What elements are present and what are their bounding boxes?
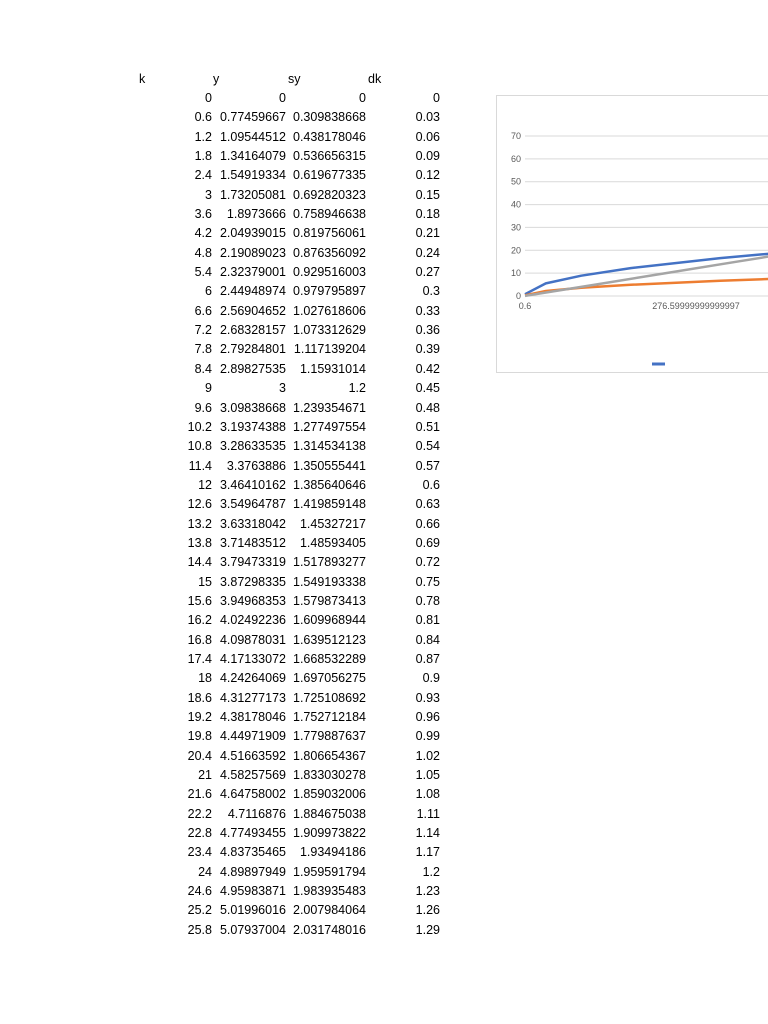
cell-dk[interactable]: 0.36 (415, 323, 440, 338)
table-row (0, 805, 460, 824)
table-row (0, 457, 460, 476)
table-row (0, 282, 460, 301)
cell-y[interactable]: 4.44971909 (219, 729, 286, 744)
header-dk[interactable]: dk (368, 72, 382, 86)
y-tick-label: 0 (515, 291, 521, 301)
table-row (0, 553, 460, 572)
cell-y[interactable]: 0.77459667 (219, 110, 286, 125)
cell-sy[interactable]: 0.309838668 (293, 110, 366, 125)
cell-k[interactable]: 2.4 (194, 168, 212, 183)
cell-sy[interactable]: 1.639512123 (293, 632, 366, 647)
cell-y[interactable]: 4.89897949 (219, 864, 286, 879)
cell-sy[interactable]: 1.385640646 (293, 477, 366, 492)
x-tick-label: 0.6 (518, 301, 532, 311)
cell-k[interactable]: 10.8 (187, 439, 212, 454)
cell-k[interactable]: 9.6 (194, 400, 212, 415)
table-row (0, 89, 460, 108)
cell-dk[interactable]: 0.27 (415, 265, 440, 280)
cell-sy[interactable]: 0.758946638 (293, 207, 366, 222)
table-row (0, 147, 460, 166)
cell-y[interactable]: 2.44948974 (219, 284, 286, 299)
table-row (0, 669, 460, 688)
cell-y[interactable]: 1.8973666 (226, 207, 286, 222)
cell-k[interactable]: 17.4 (187, 651, 212, 666)
cell-sy[interactable]: 1.2 (348, 381, 366, 396)
cell-dk[interactable]: 0.3 (422, 284, 440, 299)
table-row (0, 534, 460, 553)
cell-y[interactable]: 2.56904652 (219, 303, 286, 318)
table-row (0, 437, 460, 456)
cell-k[interactable]: 11.4 (188, 458, 212, 473)
cell-y[interactable]: 1.73205081 (219, 187, 286, 202)
cell-dk[interactable]: 1.29 (415, 922, 440, 937)
series-line-1 (525, 245, 768, 294)
cell-dk[interactable]: 0.24 (415, 245, 440, 260)
cell-sy[interactable]: 1.48593405 (299, 535, 366, 550)
cell-y[interactable]: 4.17133072 (219, 651, 286, 666)
table-row (0, 360, 460, 379)
cell-k[interactable]: 12.6 (187, 497, 212, 512)
table-row (0, 302, 460, 321)
table-row (0, 631, 460, 650)
cell-dk[interactable]: 0 (433, 91, 440, 105)
cell-k[interactable]: 4.2 (194, 226, 212, 241)
y-tick-label: 70 (510, 131, 521, 141)
cell-dk[interactable]: 0.54 (415, 439, 440, 454)
cell-sy[interactable]: 1.117139204 (293, 342, 366, 357)
cell-k[interactable]: 18.6 (187, 690, 212, 705)
cell-dk[interactable]: 0.87 (415, 651, 440, 666)
cell-sy[interactable]: 1.859032006 (293, 787, 366, 802)
cell-k[interactable]: 13.8 (187, 535, 212, 550)
table-row (0, 863, 460, 882)
cell-dk[interactable]: 0.6 (422, 477, 440, 492)
cell-k[interactable]: 12 (198, 477, 212, 492)
cell-dk[interactable]: 0.93 (415, 690, 440, 705)
cell-sy[interactable]: 1.779887637 (293, 729, 366, 744)
cell-dk[interactable]: 0.48 (415, 400, 440, 415)
table-row (0, 244, 460, 263)
cell-k[interactable]: 6 (205, 284, 212, 299)
table-row (0, 785, 460, 804)
cell-k[interactable]: 9 (205, 381, 212, 396)
cell-sy[interactable]: 1.579873413 (293, 593, 366, 608)
cell-dk[interactable]: 1.02 (415, 748, 440, 763)
cell-y[interactable]: 4.02492236 (219, 613, 286, 628)
cell-sy[interactable]: 1.93494186 (299, 845, 366, 860)
cell-y[interactable]: 3.54964787 (219, 497, 286, 512)
cell-dk[interactable]: 0.69 (415, 535, 440, 550)
cell-dk[interactable]: 1.05 (415, 768, 440, 783)
cell-k[interactable]: 22.2 (187, 806, 212, 821)
cell-k[interactable]: 21.6 (187, 787, 212, 802)
cell-y[interactable]: 3.19374388 (219, 419, 286, 434)
cell-dk[interactable]: 0.57 (415, 458, 440, 473)
cell-y[interactable]: 2.32379001 (219, 265, 286, 280)
cell-y[interactable]: 3.28633535 (219, 439, 286, 454)
cell-k[interactable]: 7.8 (194, 342, 212, 357)
cell-y[interactable]: 2.68328157 (219, 323, 286, 338)
table-row (0, 689, 460, 708)
y-tick-label: 30 (510, 222, 521, 233)
table-row (0, 128, 460, 147)
cell-k[interactable]: 24 (198, 864, 212, 879)
table-row (0, 495, 460, 514)
y-tick-label: 20 (510, 245, 521, 256)
table-row (0, 418, 460, 437)
cell-dk[interactable]: 0.18 (415, 207, 440, 222)
cell-dk[interactable]: 0.96 (415, 710, 440, 724)
cell-y[interactable]: 4.7116876 (227, 806, 286, 821)
cell-sy[interactable]: 1.609968944 (293, 613, 366, 628)
cell-dk[interactable]: 0.63 (415, 497, 440, 512)
cell-k[interactable]: 1.2 (194, 129, 212, 144)
cell-k[interactable]: 21 (198, 768, 212, 783)
cell-k[interactable]: 25.8 (187, 922, 212, 937)
cell-y[interactable]: 2.04939015 (219, 226, 286, 241)
cell-sy[interactable]: 1.073312629 (293, 323, 366, 338)
cell-sy[interactable]: 1.959591794 (293, 864, 366, 879)
cell-dk[interactable]: 1.14 (415, 826, 440, 841)
table-row (0, 108, 460, 127)
cell-y[interactable]: 4.24264069 (219, 671, 286, 686)
y-tick-label: 50 (510, 176, 521, 187)
cell-dk[interactable]: 0.12 (415, 168, 440, 183)
table-row (0, 747, 460, 766)
cell-y[interactable]: 5.07937004 (219, 922, 286, 937)
cell-sy[interactable]: 0.819756061 (293, 226, 366, 241)
cell-dk[interactable]: 0.99 (415, 729, 440, 744)
cell-dk[interactable]: 0.45 (415, 381, 440, 396)
cell-y[interactable]: 4.51663592 (219, 748, 286, 763)
table-row (0, 186, 460, 205)
cell-sy[interactable]: 2.007984064 (293, 903, 366, 918)
header-sy[interactable]: sy (288, 72, 301, 86)
cell-k[interactable]: 0.6 (194, 110, 212, 125)
cell-k[interactable]: 15 (198, 574, 212, 589)
table-row (0, 379, 460, 398)
cell-y[interactable]: 4.77493455 (219, 826, 286, 841)
cell-k[interactable]: 19.8 (187, 729, 212, 744)
cell-y[interactable]: 4.83735465 (219, 845, 286, 860)
table-row (0, 650, 460, 669)
cell-k[interactable]: 14.4 (187, 555, 212, 570)
cell-k[interactable]: 6.6 (194, 303, 212, 318)
cell-dk[interactable]: 0.15 (415, 187, 440, 202)
cell-sy[interactable]: 1.752712184 (293, 710, 366, 724)
cell-sy[interactable]: 1.517893277 (293, 555, 366, 570)
cell-sy[interactable]: 1.027618606 (293, 303, 366, 318)
cell-dk[interactable]: 0.06 (415, 129, 440, 144)
cell-dk[interactable]: 0.33 (415, 303, 440, 318)
cell-y[interactable]: 4.31277173 (219, 690, 286, 705)
cell-k[interactable]: 13.2 (187, 516, 212, 531)
cell-k[interactable]: 3 (205, 187, 212, 202)
cell-k[interactable]: 19.2 (187, 710, 212, 724)
table-row (0, 592, 460, 611)
cell-sy[interactable]: 0.692820323 (293, 187, 366, 202)
cell-y[interactable]: 3.63318042 (219, 516, 286, 531)
cell-y[interactable]: 5.01996016 (219, 903, 286, 918)
cell-k[interactable]: 25.2 (187, 903, 212, 918)
table-row (0, 708, 460, 727)
header-k[interactable]: k (139, 72, 146, 86)
table-row (0, 824, 460, 843)
table-row (0, 340, 460, 359)
table-row (0, 727, 460, 746)
cell-sy[interactable]: 2.031748016 (293, 922, 366, 937)
cell-sy[interactable]: 1.983935483 (293, 884, 366, 899)
table-row (0, 515, 460, 534)
cell-y[interactable]: 3.71483512 (219, 535, 286, 550)
cell-sy[interactable]: 1.15931014 (299, 361, 366, 376)
cell-k[interactable]: 24.6 (187, 884, 212, 899)
cell-dk[interactable]: 1.08 (415, 787, 440, 802)
cell-k[interactable]: 4.8 (194, 245, 212, 260)
cell-sy[interactable]: 0.876356092 (293, 245, 366, 260)
cell-k[interactable]: 1.8 (194, 149, 212, 164)
data-table (0, 89, 460, 940)
cell-k[interactable]: 15.6 (187, 593, 212, 608)
cell-y[interactable]: 3.87298335 (219, 574, 286, 589)
cell-k[interactable]: 0 (205, 91, 212, 105)
cell-k[interactable]: 22.8 (187, 826, 212, 841)
cell-y[interactable]: 3.79473319 (219, 555, 286, 570)
cell-k[interactable]: 16.8 (187, 632, 212, 647)
x-tick-label: 276.59999999999997 (652, 301, 740, 311)
y-tick-label: 10 (510, 268, 521, 279)
cell-k[interactable]: 23.4 (187, 845, 212, 860)
table-row (0, 224, 460, 243)
cell-sy[interactable]: 0.438178046 (293, 129, 366, 144)
y-tick-label: 60 (510, 153, 521, 164)
table-row (0, 843, 460, 862)
cell-k[interactable]: 16.2 (187, 613, 212, 628)
cell-dk[interactable]: 0.21 (415, 226, 440, 241)
y-tick-label: 40 (510, 199, 521, 210)
table-row (0, 921, 460, 940)
cell-sy[interactable]: 1.45327217 (299, 516, 366, 531)
cell-y[interactable]: 2.79284801 (219, 342, 286, 357)
cell-y[interactable]: 2.89827535 (219, 361, 286, 376)
table-row (0, 205, 460, 224)
cell-y[interactable]: 3.09838668 (219, 400, 286, 415)
series-line-2 (525, 276, 768, 296)
cell-y[interactable]: 4.64758002 (219, 787, 286, 802)
cell-y[interactable]: 4.38178046 (219, 710, 286, 724)
table-row (0, 476, 460, 495)
cell-y[interactable]: 3 (279, 381, 286, 396)
table-row (0, 573, 460, 592)
cell-y[interactable]: 4.95983871 (219, 884, 286, 899)
cell-y[interactable]: 1.34164079 (219, 149, 286, 164)
table-row (0, 263, 460, 282)
cell-sy[interactable]: 0 (359, 91, 366, 105)
cell-sy[interactable]: 1.277497554 (293, 419, 366, 434)
cell-dk[interactable]: 0.42 (415, 361, 440, 376)
table-row (0, 166, 460, 185)
table-row (0, 611, 460, 630)
cell-sy[interactable]: 1.350555441 (293, 458, 366, 473)
cell-sy[interactable]: 1.549193338 (293, 574, 366, 589)
cell-dk[interactable]: 0.78 (415, 593, 440, 608)
cell-y[interactable]: 0 (279, 91, 286, 105)
cell-dk[interactable]: 1.26 (415, 903, 440, 918)
cell-sy[interactable]: 0.619677335 (293, 168, 366, 183)
table-row (0, 399, 460, 418)
cell-dk[interactable]: 1.23 (415, 884, 440, 899)
table-row (0, 766, 460, 785)
cell-dk[interactable]: 0.84 (415, 632, 440, 647)
cell-sy[interactable]: 0.536656315 (293, 149, 366, 164)
cell-sy[interactable]: 1.833030278 (293, 768, 366, 783)
cell-dk[interactable]: 0.75 (415, 574, 440, 589)
cell-y[interactable]: 4.09878031 (219, 632, 286, 647)
cell-sy[interactable]: 1.314534138 (293, 439, 366, 454)
cell-dk[interactable]: 0.09 (415, 149, 440, 164)
cell-dk[interactable]: 0.9 (422, 671, 440, 686)
cell-k[interactable]: 8.4 (194, 361, 212, 376)
cell-y[interactable]: 3.94968353 (219, 593, 286, 608)
cell-sy[interactable]: 0.929516003 (293, 265, 366, 280)
cell-y[interactable]: 3.46410162 (219, 477, 286, 492)
cell-y[interactable]: 1.54919334 (219, 168, 286, 183)
cell-sy[interactable]: 1.419859148 (293, 497, 366, 512)
cell-sy[interactable]: 1.239354671 (293, 400, 366, 415)
cell-k[interactable]: 10.2 (187, 419, 212, 434)
cell-sy[interactable]: 1.909973822 (293, 826, 366, 841)
cell-dk[interactable]: 0.51 (415, 419, 440, 434)
table-row (0, 882, 460, 901)
cell-k[interactable]: 18 (198, 671, 212, 686)
cell-dk[interactable]: 1.2 (422, 864, 440, 879)
cell-y[interactable]: 2.19089023 (219, 245, 286, 260)
cell-y[interactable]: 4.58257569 (219, 768, 286, 783)
cell-sy[interactable]: 1.725108692 (293, 690, 366, 705)
cell-dk[interactable]: 0.03 (415, 110, 440, 125)
cell-dk[interactable]: 0.39 (415, 342, 440, 357)
cell-dk[interactable]: 0.72 (415, 555, 440, 570)
cell-dk[interactable]: 1.17 (415, 845, 440, 860)
cell-k[interactable]: 7.2 (194, 323, 212, 338)
cell-y[interactable]: 1.09544512 (219, 129, 286, 144)
cell-sy[interactable]: 1.697056275 (293, 671, 366, 686)
cell-k[interactable]: 20.4 (187, 748, 212, 763)
cell-sy[interactable]: 1.668532289 (293, 651, 366, 666)
cell-k[interactable]: 3.6 (194, 207, 212, 222)
line-chart[interactable] (496, 95, 768, 373)
cell-sy[interactable]: 1.884675038 (293, 806, 366, 821)
table-row (0, 901, 460, 920)
cell-dk[interactable]: 1.11 (416, 806, 440, 821)
cell-dk[interactable]: 0.66 (415, 516, 440, 531)
header-y[interactable]: y (213, 72, 220, 86)
cell-y[interactable]: 3.3763886 (226, 458, 286, 473)
cell-dk[interactable]: 0.81 (415, 613, 440, 628)
cell-k[interactable]: 5.4 (194, 265, 212, 280)
chart-plot (497, 96, 768, 373)
table-row (0, 321, 460, 340)
cell-sy[interactable]: 1.806654367 (293, 748, 366, 763)
cell-sy[interactable]: 0.979795897 (293, 284, 366, 299)
